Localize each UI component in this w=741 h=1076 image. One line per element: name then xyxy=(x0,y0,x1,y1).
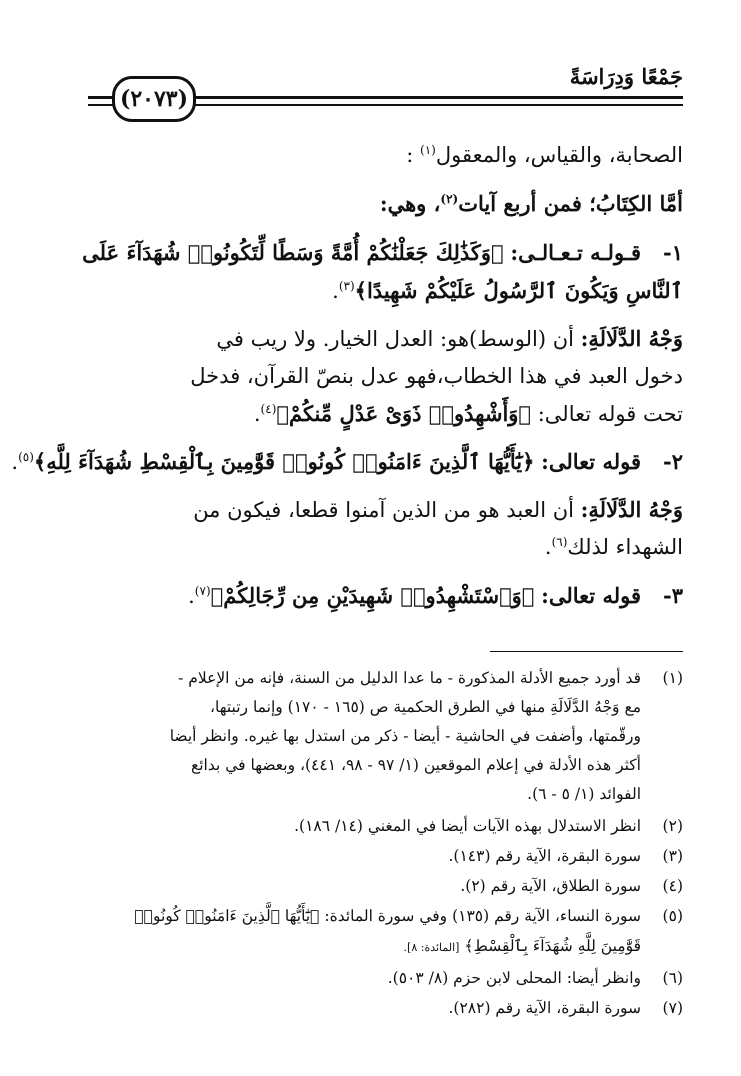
intro-text: الصحابة، والقياس، والمعقول xyxy=(435,143,683,167)
item-label: قوله تعالى: xyxy=(541,449,641,474)
page-number: (٢٠٧٣) xyxy=(119,86,189,112)
footnote-ref: (٣) xyxy=(338,279,355,293)
footnote-separator xyxy=(490,651,683,652)
footnote-number: (٥) xyxy=(662,907,683,925)
footnote-ref: (٧) xyxy=(194,584,211,598)
item-number: ١- xyxy=(663,240,683,265)
punctuation: : xyxy=(406,143,414,167)
footnote-number: (١) xyxy=(662,669,683,687)
body-text: أن (الوسط)هو: العدل الخيار. ولا ريب في xyxy=(216,327,574,351)
item-number: ٢- xyxy=(663,449,683,474)
body-text: تحت قوله تعالى: xyxy=(537,402,683,426)
section-label: أمَّا الكِتَابُ؛ xyxy=(589,191,683,216)
item-3-line: قوله تعالى: ﴿وَٱسْتَشْهِدُوا۟ شَهِيدَيْنِ مِن رِّجَالِكُمْ﴾$^{(٧)}$. xyxy=(188,583,641,608)
evidence-2-line-a xyxy=(44,497,683,523)
item-label: قـولـه تـعـالـى: xyxy=(510,240,641,265)
footnote-2: انظر الاستدلال بهذه الآيات أيضا في المغني (١٤/ ١٨٦). xyxy=(294,817,641,835)
item-number: ٣- xyxy=(663,583,683,608)
item-2-line: قوله تعالى: ﴿يَٰٓأَيُّهَا ٱلَّذِينَ ءَامَنُوا۟ كُونُوا۟ قَوَّٰمِينَ بِٱلْقِسْطِ شُهَدَآءَ لِلَّهِ﴾$^{(٥)}$. xyxy=(11,449,641,474)
evidence-2-line-b: الشهداء لذلك$^{(٦)}$. xyxy=(544,535,683,559)
footnote-number: (٢) xyxy=(662,817,683,835)
running-header-title: جَمْعًا وَدِرَاسَةً xyxy=(569,64,683,89)
footnote-5-line-a: سورة النساء، الآية رقم (١٣٥) وفي سورة المائدة: ﴿يَٰٓأَيُّهَا ٱلَّذِينَ ءَامَنُوا۟ كُونُوا۟ xyxy=(134,907,641,925)
quran-verse: ٱلنَّاسِ وَيَكُونَ ٱلرَّسُولُ عَلَيْكُمْ شَهِيدًا﴾ xyxy=(354,278,683,303)
footnote-ref: (٤) xyxy=(260,402,277,416)
body-line-2 xyxy=(44,191,683,216)
footnote-ref: (٢) xyxy=(440,192,459,206)
footnote-number: (٣) xyxy=(662,847,683,865)
footnote-number: (٧) xyxy=(662,999,683,1017)
item-label: قوله تعالى: xyxy=(541,583,641,608)
quran-verse: قَوَّٰمِينَ لِلَّهِ شُهَدَآءَ بِٱلْقِسْطِ﴾ xyxy=(464,937,641,955)
footnote-ref: (٥) xyxy=(18,450,34,464)
item-1-line-a xyxy=(44,240,641,266)
footnote-3: سورة البقرة، الآية رقم (١٤٣). xyxy=(448,847,641,865)
verse-reference: [المائدة: ٨]. xyxy=(403,941,460,954)
footnote-6: وانظر أيضا: المحلى لابن حزم (٨/ ٥٠٣). xyxy=(387,969,641,987)
body-text: أن العبد هو من الذين آمنوا قطعا، فيكون من xyxy=(193,498,574,522)
footnote-4: سورة الطلاق، الآية رقم (٢). xyxy=(460,877,641,895)
evidence-1-line-c: تحت قوله تعالى: ﴿وَأَشْهِدُوا۟ ذَوَىْ عَدْلٍ مِّنكُمْ﴾$^{(٤)}$. xyxy=(253,401,683,426)
evidence-label: وَجْهُ الدَّلَالَةِ: xyxy=(580,326,683,351)
evidence-label: وَجْهُ الدَّلَالَةِ: xyxy=(580,497,683,522)
footnote-1-line-a: قد أورد جميع الأدلة المذكورة - ما عدا الدليل من السنة، فإنه من الإعلام - xyxy=(178,669,641,687)
footnote-ref: (٦) xyxy=(551,535,568,549)
body-text: ، وهي: xyxy=(379,191,441,216)
evidence-1-line-a xyxy=(44,326,683,352)
footnote-1-line-c: ورقّمتها، وأضفت في الحاشية - أيضا - ذكر من استدل بها غيره. وانظر أيضا xyxy=(169,727,641,745)
footnote-5-line-b xyxy=(44,937,641,956)
footnote-number: (٦) xyxy=(662,969,683,987)
footnote-ref: (١) xyxy=(420,143,436,157)
item-1-line-b: ٱلنَّاسِ وَيَكُونَ ٱلرَّسُولُ عَلَيْكُمْ شَهِيدًا﴾$^{(٣)}$. xyxy=(332,278,683,303)
quran-verse: ﴿وَٱسْتَشْهِدُوا۟ شَهِيدَيْنِ مِن رِّجَالِكُمْ﴾ xyxy=(210,583,535,608)
footnote-1-line-d: أكثر هذه الأدلة في إعلام الموقعين (١/ ٩٧ - ٩٨، ٤٤١)، وبعضها في بدائع xyxy=(190,756,641,774)
evidence-1-line-b: دخول العبد في هذا الخطاب،فهو عدل بنصّ القرآن، فدخل xyxy=(190,364,683,388)
footnote-number: (٤) xyxy=(662,877,683,895)
quran-verse: ﴿يَٰٓأَيُّهَا ٱلَّذِينَ ءَامَنُوا۟ كُونُوا۟ قَوَّٰمِينَ بِٱلْقِسْطِ شُهَدَآءَ لِلَّهِ﴾ xyxy=(33,449,535,474)
quran-verse: ﴿وَأَشْهِدُوا۟ ذَوَىْ عَدْلٍ مِّنكُمْ﴾ xyxy=(276,401,532,426)
footnote-7: سورة البقرة، الآية رقم (٢٨٢). xyxy=(448,999,641,1017)
body-text: فمن أربع آيات xyxy=(458,191,582,216)
quran-verse: ﴿وَكَذَٰلِكَ جَعَلْنَٰكُمْ أُمَّةً وَسَطًا لِّتَكُونُوا۟ شُهَدَآءَ عَلَى xyxy=(82,240,504,265)
body-text: الشهداء لذلك xyxy=(567,535,683,559)
footnote-1-line-b: مع وَجْهُ الدَّلَالَةِ منها في الطرق الحكمية ص (١٦٥ - ١٧٠) وإنما رتبتها، xyxy=(210,698,641,716)
body-line-1 xyxy=(44,143,683,168)
page-number-badge xyxy=(112,76,196,122)
footnote-1-line-e: الفوائد (١/ ٥ - ٦). xyxy=(527,785,641,803)
